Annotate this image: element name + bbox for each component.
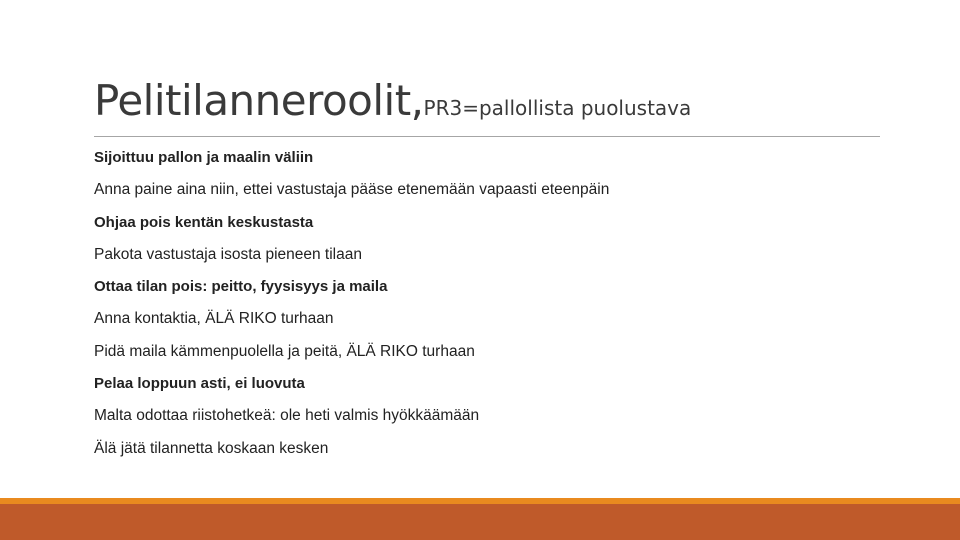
- footer-band: [0, 504, 960, 540]
- bullet-item: Anna paine aina niin, ettei vastustaja pääse etenemään vapaasti eteenpäin: [94, 181, 610, 199]
- bullet-item: Malta odottaa riistohetkeä: ole heti valmis hyökkäämään: [94, 407, 480, 425]
- slide-title: [94, 76, 692, 125]
- slide-title-main: Pelitilanneroolit,: [94, 76, 424, 125]
- bullet-item: Pelaa loppuun asti, ei luovuta: [94, 375, 305, 393]
- bullet-item: Älä jätä tilannetta koskaan kesken: [94, 439, 329, 457]
- bullet-list: [94, 147, 609, 470]
- bullet-item: Anna kontaktia, ÄLÄ RIKO turhaan: [94, 310, 334, 328]
- bullet-item: Ohjaa pois kentän keskustasta: [94, 213, 314, 231]
- bullet-item: Pakota vastustaja isosta pieneen tilaan: [94, 245, 362, 263]
- bullet-item: Ottaa tilan pois: peitto, fyysisyys ja maila: [94, 278, 388, 296]
- slide-title-sub: PR3=pallollista puolustava: [423, 96, 692, 120]
- bullet-item: Sijoittuu pallon ja maalin väliin: [94, 149, 314, 166]
- bullet-item: Pidä maila kämmenpuolella ja peitä, ÄLÄ RIKO turhaan: [94, 342, 475, 360]
- title-divider: [94, 136, 880, 137]
